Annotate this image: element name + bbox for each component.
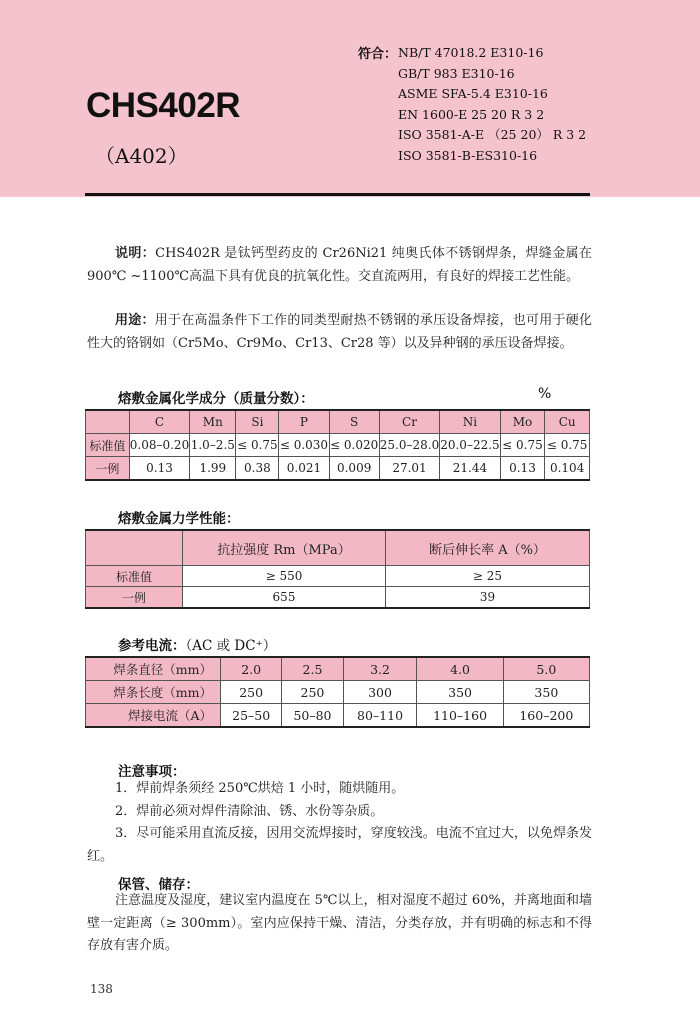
table-cell: 21.44	[440, 457, 500, 481]
standards-list	[398, 43, 586, 167]
current-table	[85, 656, 590, 728]
composition-title: 熔敷金属化学成分（质量分数）：	[118, 391, 314, 407]
table-row	[86, 566, 590, 587]
table-cell: 350	[417, 681, 503, 704]
table-cell: 39	[386, 587, 590, 609]
table-cell: 1.99	[190, 457, 236, 481]
table-cell: ≤ 0.75	[500, 434, 545, 457]
table-cell: 0.38	[236, 457, 279, 481]
row-label: 焊条长度（mm）	[86, 681, 221, 704]
table-cell: S	[329, 410, 379, 434]
table-cell: 80–110	[343, 704, 417, 728]
header-band	[0, 0, 700, 197]
table-cell: 2.5	[282, 657, 343, 681]
table-cell: 1.0–2.5	[190, 434, 236, 457]
table-cell: 20.0–22.5	[440, 434, 500, 457]
table-row	[86, 704, 590, 728]
row-label: 标准值	[86, 434, 130, 457]
table-cell: 0.13	[500, 457, 545, 481]
notes-list	[87, 778, 592, 868]
table-cell: 25.0–28.0	[379, 434, 439, 457]
composition-unit: %	[538, 386, 552, 402]
table-cell: 250	[282, 681, 343, 704]
list-item: 2．焊前必须对焊件清除油、锈、水份等杂质。	[115, 803, 384, 819]
usage-label: 用途：	[115, 313, 155, 328]
table-cell: 0.021	[279, 457, 329, 481]
row-label: 标准值	[86, 566, 183, 587]
table-cell: Cu	[545, 410, 590, 434]
table-cell: 655	[183, 587, 386, 609]
standard-item: EN 1600-E 25 20 R 3 2	[398, 106, 545, 122]
table-row	[86, 587, 590, 609]
current-title-note: （AC 或 DC⁺）	[185, 638, 277, 654]
table-cell: ≤ 0.75	[236, 434, 279, 457]
table-cell: 110–160	[417, 704, 503, 728]
current-title-line	[118, 634, 276, 654]
table-cell: 350	[503, 681, 589, 704]
table-cell: 27.01	[379, 457, 439, 481]
current-title: 参考电流：	[118, 638, 186, 654]
description-text: CHS402R 是钛钙型药皮的 Cr26Ni21 纯奥氏体不锈钢焊条，焊缝金属在 900℃ ~1100℃高温下具有优良的抗氧化性。交直流两用，有良好的焊接工艺性能。	[87, 246, 592, 284]
usage-text: 用于在高温条件下工作的同类型耐热不锈钢的承压设备焊接，也可用于硬化性大的铬钢如（Cr5Mo、Cr9Mo、Cr13、Cr28 等）以及异种钢的承压设备焊接。	[87, 313, 592, 351]
table-cell: C	[129, 410, 189, 434]
page-number: 138	[90, 982, 113, 996]
row-label: 一例	[86, 587, 183, 609]
table-cell: 4.0	[417, 657, 503, 681]
table-cell: 0.009	[329, 457, 379, 481]
description-label: 说明：	[115, 246, 156, 261]
product-alt-name: （A402）	[95, 144, 188, 168]
table-row	[86, 457, 590, 481]
table-cell: ≤ 0.75	[545, 434, 590, 457]
composition-table	[85, 409, 590, 481]
table-cell: 2.0	[221, 657, 282, 681]
table-cell: ≤ 0.020	[329, 434, 379, 457]
table-cell: 250	[221, 681, 282, 704]
table-cell: 300	[343, 681, 417, 704]
table-cell: ≥ 550	[183, 566, 386, 587]
product-name: CHS402R	[86, 86, 241, 125]
table-cell: P	[279, 410, 329, 434]
table-cell: ≤ 0.030	[279, 434, 329, 457]
list-item: 3．尽可能采用直流反接，因用交流焊接时，穿度较浅。电流不宜过大，以免焊条发红。	[87, 826, 592, 864]
mechanical-table	[85, 529, 590, 609]
table-cell: 25–50	[221, 704, 282, 728]
table-row	[86, 657, 590, 681]
table-cell: Mn	[190, 410, 236, 434]
table-cell: 5.0	[503, 657, 589, 681]
table-cell: 断后伸长率 A（%）	[386, 530, 590, 566]
header-divider	[85, 193, 590, 196]
table-cell: 抗拉强度 Rm（MPa）	[183, 530, 386, 566]
list-item: 1．焊前焊条须经 250℃烘焙 1 小时，随烘随用。	[115, 781, 405, 796]
description-paragraph	[87, 243, 592, 288]
row-label: 焊条直径（mm）	[86, 657, 221, 681]
table-cell: 160–200	[503, 704, 589, 728]
table-cell: Ni	[440, 410, 500, 434]
table-cell: 50–80	[282, 704, 343, 728]
row-label: 一例	[86, 457, 130, 481]
standards-label: 符合：	[358, 47, 398, 62]
standard-item: ISO 3581-B-ES310-16	[398, 147, 538, 163]
table-cell: 0.08–0.20	[129, 434, 189, 457]
table-cell: 0.104	[545, 457, 590, 481]
table-row	[86, 681, 590, 704]
table-cell: 0.13	[129, 457, 189, 481]
table-cell: ≥ 25	[386, 566, 590, 587]
standard-item: ASME SFA-5.4 E310-16	[398, 86, 548, 102]
table-cell	[86, 410, 130, 434]
table-cell	[86, 530, 183, 566]
table-cell: Cr	[379, 410, 439, 434]
table-cell: Mo	[500, 410, 545, 434]
table-cell: Si	[236, 410, 279, 434]
standard-item: GB/T 983 E310-16	[398, 65, 515, 81]
storage-text: 注意温度及湿度，建议室内温度在 5℃以上，相对湿度不超过 60%，并离地面和墙壁一定距离（≥ 300mm）。室内应保持干燥、清洁，分类存放，并有明确的标志和不得存放有害介质。	[87, 893, 592, 953]
storage-title: 保管、储存：	[118, 877, 199, 893]
mechanical-title: 熔敷金属力学性能：	[118, 511, 240, 527]
standard-item: ISO 3581-A-E （25 20） R 3 2	[398, 127, 587, 143]
composition-header-row	[86, 410, 590, 434]
mechanical-header-row	[86, 530, 590, 566]
row-label: 焊接电流（A）	[86, 704, 221, 728]
table-row	[86, 434, 590, 457]
usage-paragraph	[87, 310, 592, 355]
table-cell: 3.2	[343, 657, 417, 681]
notes-title: 注意事项：	[118, 764, 186, 780]
standard-item: NB/T 47018.2 E310-16	[398, 45, 544, 60]
